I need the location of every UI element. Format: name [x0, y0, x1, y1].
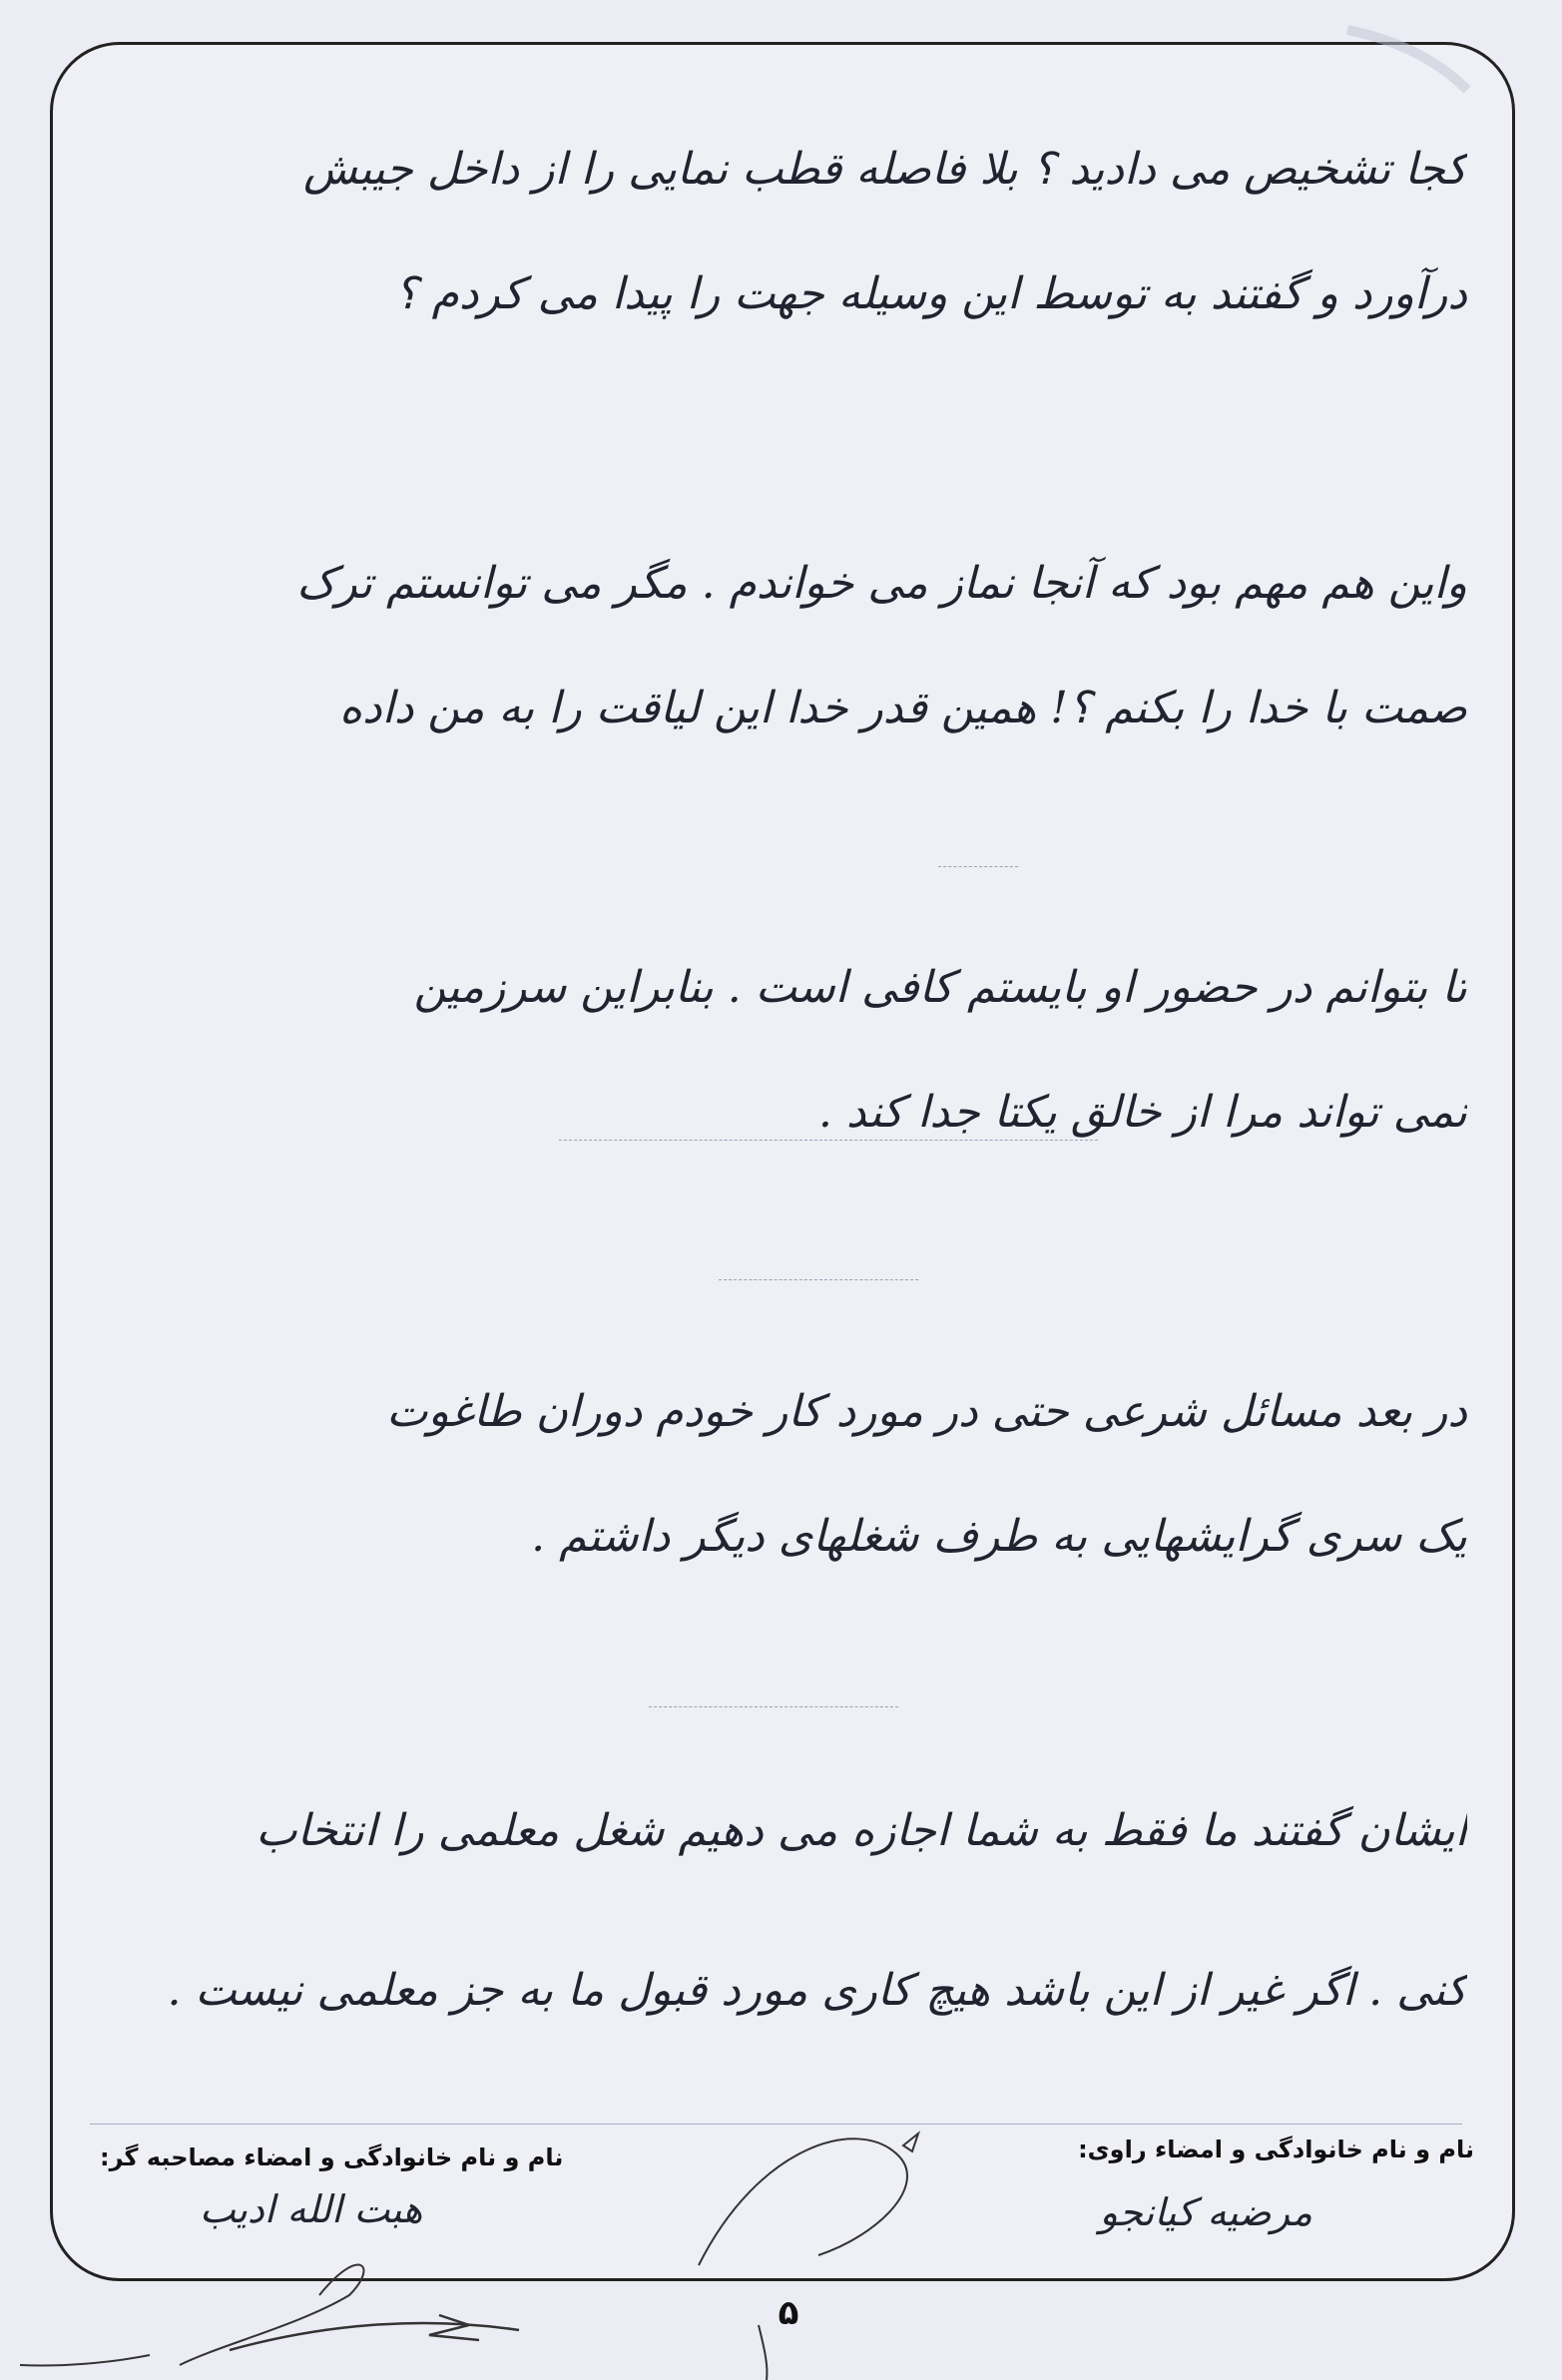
handwritten-line: کنی . اگر غیر از این باشد هیچ کاری مورد قبول ما به جز معلمی نیست .	[167, 1965, 1467, 2016]
narrator-label: نام و نام خانوادگی و امضاء راوی:	[1078, 2136, 1474, 2163]
separator-dash	[649, 1706, 898, 1707]
handwritten-line: ایشان گفتند ما فقط به شما اجازه می دهیم شغل معلمی را انتخاب	[256, 1805, 1467, 1856]
handwritten-line: یک سری گرایشهایی به طرف شغلهای دیگر داشتم .	[531, 1511, 1467, 1562]
interviewer-label: نام و نام خانوادگی و امضاء مصاحبه گر:	[100, 2143, 564, 2171]
handwritten-line: در بعد مسائل شرعی حتی در مورد کار خودم دوران طاغوت	[386, 1386, 1467, 1437]
handwritten-line: صمت با خدا را بکنم ؟! همین قدر خدا این لیاقت را به من داده	[338, 683, 1467, 733]
handwritten-line: کجا تشخیص می دادید ؟ بلا فاصله قطب نمایی را از داخل جیبش	[303, 144, 1467, 195]
separator-line	[559, 1140, 1098, 1141]
handwritten-line: درآورد و گفتند به توسط این وسیله جهت را پیدا می کردم ؟	[394, 268, 1467, 319]
separator-dash	[719, 1279, 918, 1280]
page-number: ۵	[778, 2293, 799, 2333]
handwritten-line: واین هم مهم بود که آنجا نماز می خواندم . مگر می توانستم ترک	[296, 558, 1467, 609]
handwritten-line: تا بتوانم در حضور او بایستم کافی است . بنابراین سرزمین	[413, 962, 1467, 1013]
narrator-signature: مرضیه کیانجو	[1099, 2190, 1312, 2234]
footer-divider	[90, 2124, 1462, 2125]
interviewer-signature: هبت الله ادیب	[200, 2187, 423, 2231]
separator-dash	[938, 866, 1018, 867]
handwritten-line: نمی تواند مرا از خالق یکتا جدا کند .	[817, 1087, 1467, 1138]
page-border	[50, 42, 1515, 2281]
